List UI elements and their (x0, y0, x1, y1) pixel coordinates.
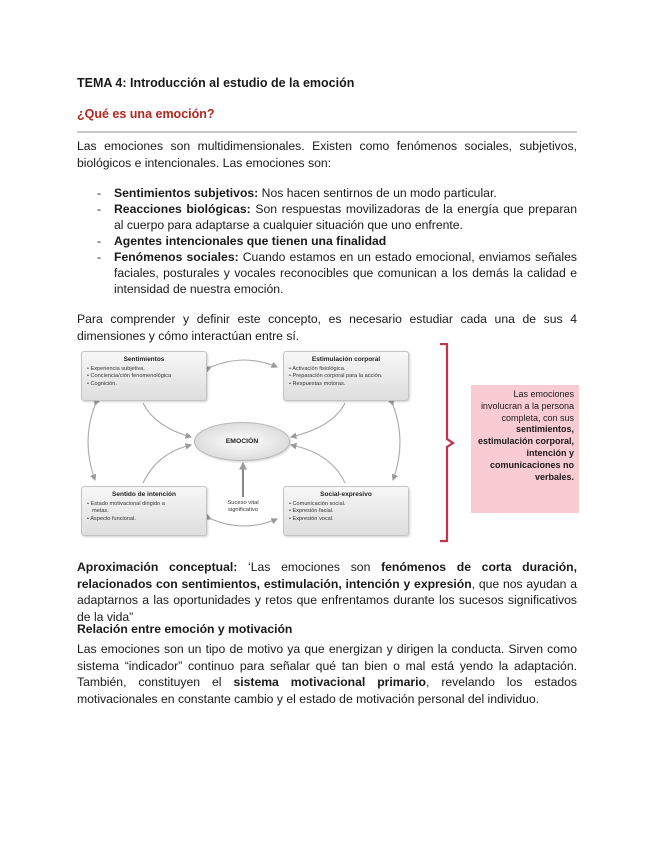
approx-text-2: , que nos ayudan a adaptarnos a las oportunidades y retos que enfrentamos durante los sucesos significativos de la vida” (77, 576, 577, 624)
dimension-box-feelings (81, 351, 207, 401)
intro-paragraph: Las emociones son multidimensionales. Existen como fenómenos sociales, subjetivos, biológicos e intencionales. Las emociones son: (77, 139, 577, 170)
arrow-bottom (211, 519, 277, 526)
list-item-term: Reacciones biológicas: (114, 202, 251, 216)
life-event-label: Suceso vital significativo (227, 500, 259, 514)
bracket-line (440, 344, 453, 541)
list-item-text: Son respuestas movilizadoras de la energía que preparan al cuerpo para adaptarse a cualquier situación que uno enfrente. (114, 202, 577, 232)
dimension-item: • Aspecto funcional. (87, 515, 136, 522)
dimension-item: • Activación fisiológica. (289, 366, 346, 372)
arrow-to-center-br (291, 445, 345, 483)
dimension-item: • Expresión vocal. (289, 515, 334, 522)
dimension-item: • Experiencia subjetiva. (87, 366, 145, 372)
arrow-to-center-bl (143, 445, 191, 483)
dimension-box-bodily-arousal (283, 351, 409, 401)
list-item (77, 233, 577, 249)
list-item-term: Fenómenos sociales: (114, 250, 239, 264)
list-item-term: Agentes intencionales que tienen una finalidad (114, 234, 387, 248)
dimension-box-social-expressive (283, 486, 409, 536)
heading-divider (77, 131, 577, 133)
section-heading: ¿Qué es una emoción? (77, 107, 215, 121)
summary-note-plain: Las emociones involucran a la persona completa, con sus (480, 389, 574, 423)
dimension-items (87, 501, 206, 523)
document-title: TEMA 4: Introducción al estudio de la emoción (77, 76, 355, 90)
arrow-to-center-tl (143, 403, 191, 437)
list-item (77, 249, 577, 297)
summary-note-text (471, 385, 579, 483)
bullet-dash: - (97, 234, 102, 248)
dimension-item: • Conciencia/ción fenomenológica (87, 373, 172, 380)
dimension-item: • Preparación corporal para la acción. (289, 373, 383, 380)
emotion-motivation-paragraph (77, 641, 577, 707)
conceptual-approximation (77, 559, 577, 625)
dimensions-paragraph: Para comprender y definir este concepto, es necesario estudiar cada una de sus 4 dimensiones y cómo interactúan entre sí. (77, 312, 577, 343)
approx-lead: Aproximación conceptual: (77, 560, 238, 574)
arrow-top (211, 360, 277, 367)
list-item-text: Nos hacen sentirnos de un modo particular. (258, 186, 497, 200)
list-item (77, 185, 577, 201)
dimension-box-purpose (81, 486, 207, 536)
emotion-dimensions-diagram (77, 345, 411, 541)
dimension-title: Social-expresivo (320, 491, 372, 498)
dimension-title: Sentido de intención (112, 491, 176, 498)
list-item-term: Sentimientos subjetivos: (114, 186, 259, 200)
dimension-item: • Estado motivacional dirigido a (87, 501, 165, 507)
subsection-heading: Relación entre emoción y motivación (77, 622, 293, 636)
dimension-item: • Cognición. (87, 380, 117, 387)
para4-text-1: Las emociones son un tipo de motivo ya que energizan y dirigen la conducta. Sirven como sistema “indicador” continuo para señalar qué tan bien o mal está yendo la adaptación. También, constituyen el (77, 642, 577, 689)
dimension-item: • Expresión facial. (289, 508, 334, 515)
dimension-item: • Respuestas motoras. (289, 380, 346, 387)
approx-text-1: ‘Las emociones son (237, 560, 382, 574)
list-item-text: Cuando estamos en un estado emocional, enviamos señales faciales, posturales y vocales reconocibles que comunican a los demás la calidad e intensidad de nuestra emoción. (114, 250, 577, 296)
para4-text-2: , revelando los estados motivacionales en constante cambio y el estado de motivación personal del individuo. (77, 675, 577, 706)
dimension-item: • Comunicación social. (289, 501, 346, 507)
arrow-to-center-tr (291, 403, 345, 437)
dimension-item: metas. (92, 508, 109, 515)
para4-bold: sistema motivacional primario (233, 675, 426, 689)
dimension-items (87, 366, 206, 388)
emotion-types-list (77, 185, 577, 297)
emotion-center-node: EMOCIÓN (194, 422, 290, 461)
list-item (77, 201, 577, 233)
arrow-left (88, 405, 95, 480)
arrow-right (393, 405, 400, 480)
bullet-dash: - (97, 186, 102, 200)
dimension-items (289, 366, 408, 388)
dimension-title: Estimulación corporal (311, 356, 381, 363)
dimension-items (289, 501, 408, 523)
right-bracket (437, 343, 455, 543)
dimension-title: Sentimientos (123, 356, 165, 363)
summary-note (471, 385, 579, 513)
approx-bold: fenómenos de corta duración, relacionados con sentimientos, estimulación, intención y expresión (77, 560, 578, 591)
bullet-dash: - (97, 250, 102, 264)
summary-note-bold: sentimientos, estimulación corporal, intención y comunicaciones no verbales. (477, 424, 574, 482)
bullet-dash: - (97, 202, 102, 216)
